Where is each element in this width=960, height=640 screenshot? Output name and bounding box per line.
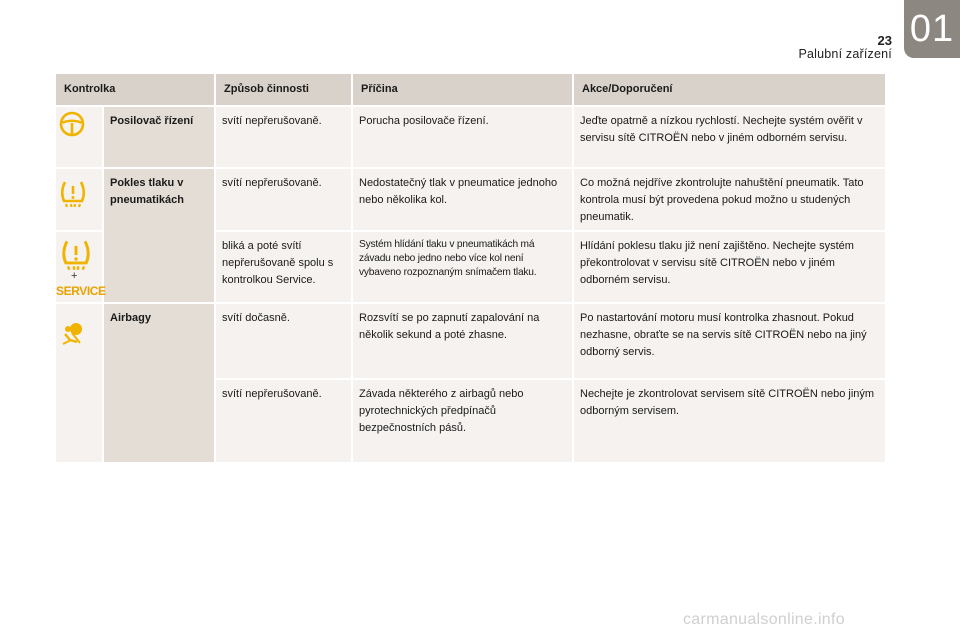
chapter-tab: 01 [904,0,960,58]
cause-tire-pressure-service: Systém hlídání tlaku v pneumatikách má závadu nebo jedno nebo více kol není vybaveno rozpoznaným snímačem tlaku. [353,232,572,302]
action-airbags-temporary: Po nastartování motoru musí kontrolka zhasnout. Pokud nezhasne, obraťte se na servis sítě CITROËN nebo na jiný odborný servis. [574,304,885,378]
airbag-icon [60,320,88,348]
column-header-akce-doporuceni: Akce/Doporučení [574,74,885,105]
cause-airbags-fault: Závada některého z airbagů nebo pyrotechnických předpínačů bezpečnostních pásů. [353,380,572,462]
action-airbags-fault: Nechejte je zkontrolovat servisem sítě CITROËN nebo jiným odborným servisem. [574,380,885,462]
mode-tire-pressure: svítí nepřerušovaně. [216,169,351,230]
section-title: Palubní zařízení [798,47,892,61]
action-power-steering: Jeďte opatrně a nízkou rychlostí. Nechejte systém ověřit v servisu sítě CITROËN nebo v jiném odborném servisu. [574,107,885,167]
mode-tire-pressure-service: bliká a poté svítí nepřerušovaně spolu s kontrolkou Service. [216,232,351,302]
light-name-airbags: Airbagy [104,304,214,462]
tire-pressure-icon [59,179,87,209]
cause-tire-pressure: Nedostatečný tlak v pneumatice jednoho nebo několika kol. [353,169,572,230]
mode-power-steering: svítí nepřerušovaně. [216,107,351,167]
light-name-power-steering: Posilovač řízení [104,107,214,167]
column-header-zpusob-cinnosti: Způsob činnosti [216,74,351,105]
tire-pressure-service-icon [56,238,106,304]
watermark: carmanualsonline.info [683,611,845,628]
service-label: SERVICE [56,284,106,298]
action-tire-pressure-service: Hlídání poklesu tlaku již není zajištěno. Nechejte systém překontrolovat v servisu sítě CITROËN nebo v jiném odborném servisu. [574,232,885,302]
mode-airbags-temporary: svítí dočasně. [216,304,351,378]
plus-sign: + [71,270,78,282]
column-header-pricina: Příčina [353,74,572,105]
mode-airbags-fault: svítí nepřerušovaně. [216,380,351,462]
cause-airbags-temporary: Rozsvítí se po zapnutí zapalování na několik sekund a poté zhasne. [353,304,572,378]
warning-lights-table [56,74,885,462]
action-tire-pressure: Co možná nejdříve zkontrolujte nahuštění pneumatik. Tato kontrola musí být provedena pokud možno u studených pneumatik. [574,169,885,230]
light-name-tire-pressure: Pokles tlaku v pneumatikách [104,169,214,302]
column-header-kontrolka: Kontrolka [56,74,214,105]
steering-wheel-icon [59,111,85,137]
page-number: 23 [877,33,892,48]
cause-power-steering: Porucha posilovače řízení. [353,107,572,167]
